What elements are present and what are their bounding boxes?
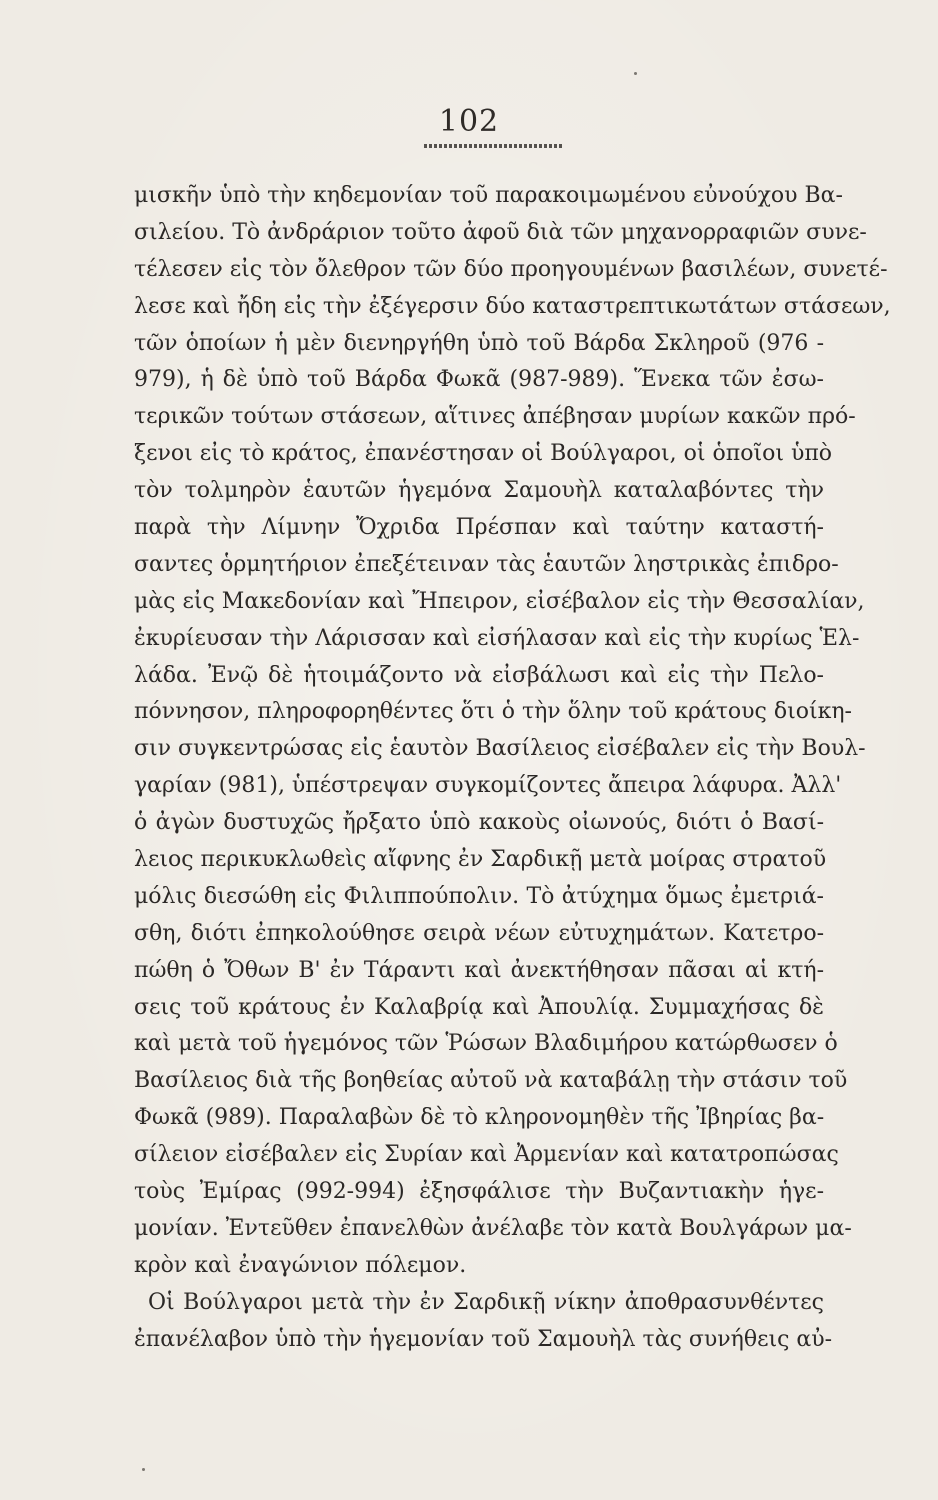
paper-speck: [634, 72, 637, 75]
page-number-ornament: [424, 144, 562, 148]
body-text: [134, 178, 891, 1359]
text-line: σιλείου. Τὸ ἀνδράριον τοῦτο ἀφοῦ διὰ τῶν μηχανορραφιῶν συνε-: [134, 219, 867, 245]
text-line: λάδα. Ἐνῷ δὲ ἡτοιμάζοντο νὰ εἰσβάλωσι καὶ εἰς τὴν Πελο-: [134, 662, 824, 688]
text-line: τῶν ὁποίων ἡ μὲν διενηργήθη ὑπὸ τοῦ Βάρδα Σκληροῦ (976 -: [134, 330, 824, 356]
text-line: τέλεσεν εἰς τὸν ὄλεθρον τῶν δύο προηγουμένων βασιλέων, συνετέ-: [134, 256, 888, 282]
text-line: ξενοι εἰς τὸ κράτος, ἐπανέστησαν οἱ Βούλγαροι, οἱ ὁποῖοι ὑπὸ: [134, 441, 833, 467]
text-line: 979), ἡ δὲ ὑπὸ τοῦ Βάρδα Φωκᾶ (987-989). Ἕνεκα τῶν ἐσω-: [134, 367, 824, 393]
text-line: πόννησον, πληροφορηθέντες ὅτι ὁ τὴν ὅλην τοῦ κράτους διοίκη-: [134, 699, 852, 725]
text-line: τοὺς Ἐμίρας (992-994) ἐξησφάλισε τὴν Βυζαντιακὴν ἡγε-: [134, 1179, 824, 1205]
text-line: λεσε καὶ ἤδη εἰς τὴν ἐξέγερσιν δύο καταστρεπτικωτάτων στάσεων,: [134, 293, 891, 319]
text-line: ὁ ἀγὼν δυστυχῶς ἤρξατο ὑπὸ κακοὺς οἰωνούς, διότι ὁ Βασί-: [134, 810, 824, 836]
text-line: τὸν τολμηρὸν ἑαυτῶν ἡγεμόνα Σαμουὴλ καταλαβόντες τὴν: [134, 478, 824, 504]
text-line: μόλις διεσώθη εἰς Φιλιππούπολιν. Τὸ ἀτύχημα ὅμως ἐμετριά-: [134, 883, 824, 909]
text-line: γαρίαν (981), ὑπέστρεψαν συγκομίζοντες ἄπειρα λάφυρα. Ἀλλ': [134, 773, 842, 799]
text-line: ἐπανέλαβον ὑπὸ τὴν ἡγεμονίαν τοῦ Σαμουὴλ τὰς συνήθεις αὐ-: [134, 1326, 833, 1352]
text-line: σιν συγκεντρώσας εἰς ἑαυτὸν Βασίλειος εἰσέβαλεν εἰς τὴν Βουλ-: [134, 736, 866, 762]
text-line: λειος περικυκλωθεὶς αἴφνης ἐν Σαρδικῇ μετὰ μοίρας στρατοῦ: [134, 847, 827, 873]
text-line: μονίαν. Ἐντεῦθεν ἐπανελθὼν ἀνέλαβε τὸν κατὰ Βουλγάρων μα-: [134, 1215, 852, 1241]
text-line: μισκῆν ὑπὸ τὴν κηδεμονίαν τοῦ παρακοιμωμένου εὐνούχου Βα-: [134, 183, 843, 208]
text-line: σεις τοῦ κράτους ἐν Καλαβρίᾳ καὶ Ἀπουλίᾳ. Συμμαχήσας δὲ: [134, 994, 824, 1020]
text-line: σθη, διότι ἐπηκολούθησε σειρὰ νέων εὐτυχημάτων. Κατετρο-: [134, 920, 824, 946]
text-line: τερικῶν τούτων στάσεων, αἵτινες ἀπέβησαν μυρίων κακῶν πρό-: [134, 404, 856, 430]
text-line: μὰς εἰς Μακεδονίαν καὶ Ἤπειρον, εἰσέβαλον εἰς τὴν Θεσσαλίαν,: [134, 588, 865, 614]
page-number: 102: [438, 104, 500, 139]
text-line: κρὸν καὶ ἐναγώνιον πόλεμον.: [134, 1252, 467, 1278]
text-line: Οἱ Βούλγαροι μετὰ τὴν ἐν Σαρδικῇ νίκην ἀποθρασυνθέντες: [148, 1289, 824, 1315]
text-line: σίλειον εἰσέβαλεν εἰς Συρίαν καὶ Ἀρμενίαν καὶ κατατροπώσας: [134, 1142, 839, 1168]
text-line: σαντες ὁρμητήριον ἐπεξέτειναν τὰς ἑαυτῶν ληστρικὰς ἐπιδρο-: [134, 551, 839, 577]
text-line: Βασίλειος διὰ τῆς βοηθείας αὐτοῦ νὰ καταβάλῃ τὴν στάσιν τοῦ: [134, 1068, 848, 1094]
text-line: πώθη ὁ Ὄθων Β' ἐν Τάραντι καὶ ἀνεκτήθησαν πᾶσαι αἱ κτή-: [134, 957, 824, 983]
text-line: καὶ μετὰ τοῦ ἡγεμόνος τῶν Ῥώσων Βλαδιμήρου κατώρθωσεν ὁ: [134, 1031, 838, 1057]
text-line: παρὰ τὴν Λίμνην Ὄχριδα Πρέσπαν καὶ ταύτην καταστή-: [134, 515, 824, 541]
text-line: Φωκᾶ (989). Παραλαβὼν δὲ τὸ κληρονομηθὲν τῆς Ἰβηρίας βα-: [134, 1105, 825, 1131]
text-line: ἐκυρίευσαν τὴν Λάρισσαν καὶ εἰσήλασαν καὶ εἰς τὴν κυρίως Ἑλ-: [134, 625, 860, 651]
paper-speck: [142, 1468, 145, 1471]
